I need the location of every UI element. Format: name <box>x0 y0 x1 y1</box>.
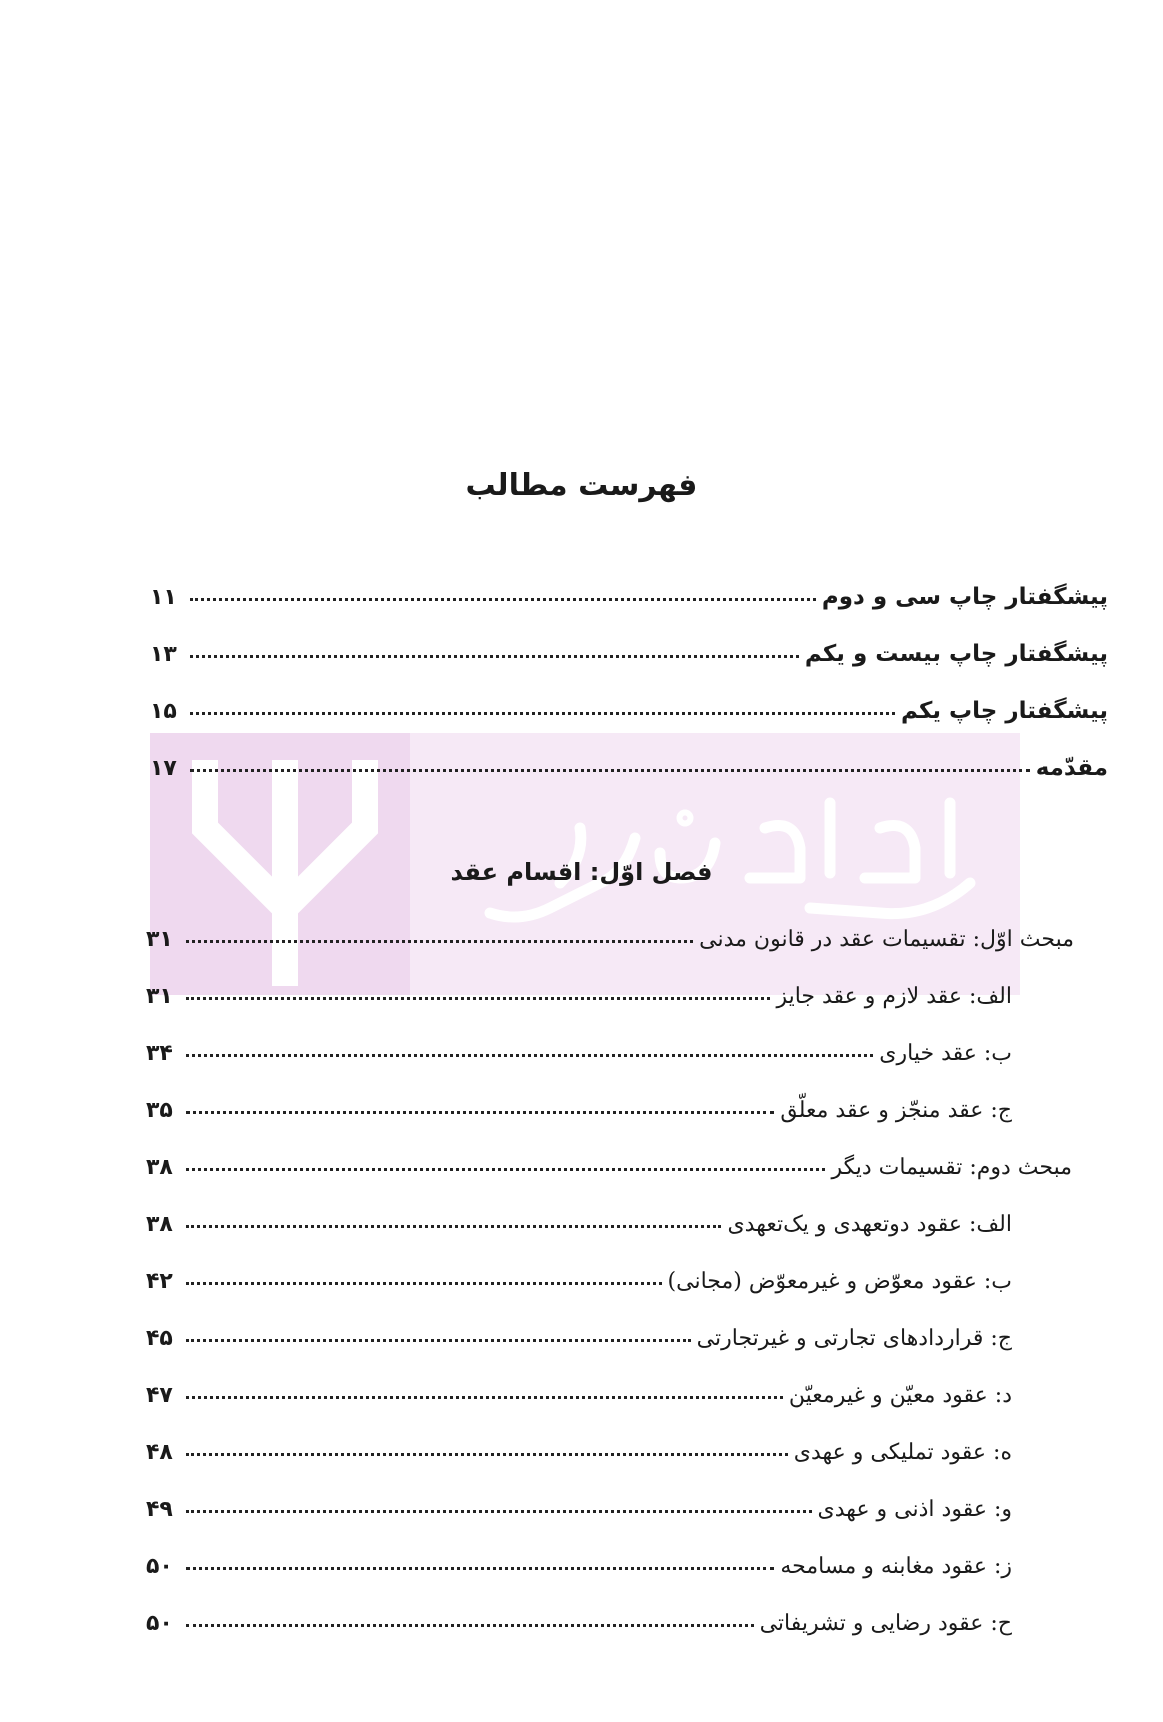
toc-page-number: ۳۸ <box>146 1212 173 1237</box>
page-title: فهرست مطالب <box>465 468 698 503</box>
toc-entry-label: پیشگفتار چاپ سی و دوم <box>821 584 1108 610</box>
toc-page-number: ۱۷ <box>150 756 177 781</box>
leader-dots <box>190 655 799 658</box>
leader-dots <box>186 1567 774 1570</box>
toc-page-number: ۱۱ <box>150 585 177 610</box>
toc-row[interactable] <box>150 741 1108 781</box>
toc-row[interactable] <box>146 1254 1012 1294</box>
toc-row[interactable] <box>150 627 1108 667</box>
leader-dots <box>190 769 1030 772</box>
toc-entry-label: پیشگفتار چاپ بیست و یکم <box>804 641 1108 667</box>
toc-entry-label: ز: عقود مغابنه و مسامحه <box>780 1554 1012 1579</box>
toc-entry-label: مبحث اوّل: تقسیمات عقد در قانون مدنی <box>699 927 1074 952</box>
toc-page-number: ۱۵ <box>150 699 177 724</box>
toc-row[interactable] <box>146 1425 1012 1465</box>
toc-row[interactable] <box>146 1197 1012 1237</box>
toc-entry-label: مقدّمه <box>1035 755 1108 781</box>
toc-page-number: ۱۳ <box>150 642 177 667</box>
leader-dots <box>186 1396 783 1399</box>
toc-entry-label: الف: عقد لازم و عقد جایز <box>776 984 1012 1009</box>
toc-row[interactable] <box>146 1482 1012 1522</box>
toc-row[interactable] <box>146 1140 1072 1180</box>
toc-page-number: ۳۴ <box>146 1041 173 1066</box>
toc-entry-label: مبحث دوم: تقسیمات دیگر <box>831 1155 1072 1180</box>
toc-row[interactable] <box>146 1083 1012 1123</box>
toc-entry-label: د: عقود معیّن و غیرمعیّن <box>788 1383 1012 1408</box>
toc-page-number: ۴۵ <box>146 1326 173 1351</box>
leader-dots <box>186 1225 721 1228</box>
leader-dots <box>186 940 693 943</box>
toc-page-number: ۵۰ <box>146 1611 173 1636</box>
leader-dots <box>186 1339 691 1342</box>
toc-page-number: ۳۵ <box>146 1098 173 1123</box>
toc-row[interactable] <box>146 1311 1012 1351</box>
toc-entry-label: ه: عقود تملیکی و عهدی <box>793 1440 1012 1465</box>
leader-dots <box>186 1510 812 1513</box>
toc-row[interactable] <box>146 1539 1012 1579</box>
leader-dots <box>190 598 816 601</box>
toc-row[interactable] <box>146 969 1012 1009</box>
toc-row[interactable] <box>146 912 1074 952</box>
toc-page-number: ۴۲ <box>146 1269 173 1294</box>
toc-row[interactable] <box>150 684 1108 724</box>
toc-entry-label: و: عقود اذنی و عهدی <box>817 1497 1012 1522</box>
toc-page-number: ۳۸ <box>146 1155 173 1180</box>
toc-entry-label: ج: عقد منجّز و عقد معلّق <box>780 1098 1012 1123</box>
toc-page-number: ۴۹ <box>146 1497 173 1522</box>
toc-entry-label: ب: عقود معوّض و غیرمعوّض (مجانی) <box>667 1269 1012 1294</box>
toc-entry-label: الف: عقود دوتعهدی و یک‌تعهدی <box>727 1212 1012 1237</box>
toc-row[interactable] <box>146 1026 1012 1066</box>
toc-entry-label: پیشگفتار چاپ یکم <box>900 698 1108 724</box>
leader-dots <box>186 1282 662 1285</box>
leader-dots <box>186 1624 754 1627</box>
leader-dots <box>186 1111 774 1114</box>
toc-row[interactable] <box>146 1596 1012 1636</box>
leader-dots <box>186 1168 825 1171</box>
toc-page-number: ۵۰ <box>146 1554 173 1579</box>
toc-page-number: ۳۱ <box>146 927 173 952</box>
leader-dots <box>186 1453 788 1456</box>
toc-page-number: ۴۷ <box>146 1383 173 1408</box>
toc-page-number: ۳۱ <box>146 984 173 1009</box>
toc-entry-label: ح: عقود رضایی و تشریفاتی <box>759 1611 1012 1636</box>
toc-row[interactable] <box>150 570 1108 610</box>
toc-entry-label: ب: عقد خیاری <box>879 1041 1012 1066</box>
leader-dots <box>186 997 770 1000</box>
chapter-title: فصل اوّل: اقسام عقد <box>450 858 713 886</box>
leader-dots <box>186 1054 873 1057</box>
toc-page-number: ۴۸ <box>146 1440 173 1465</box>
toc-entry-label: ج: قراردادهای تجارتی و غیرتجارتی <box>696 1326 1012 1351</box>
toc-row[interactable] <box>146 1368 1012 1408</box>
leader-dots <box>190 712 895 715</box>
